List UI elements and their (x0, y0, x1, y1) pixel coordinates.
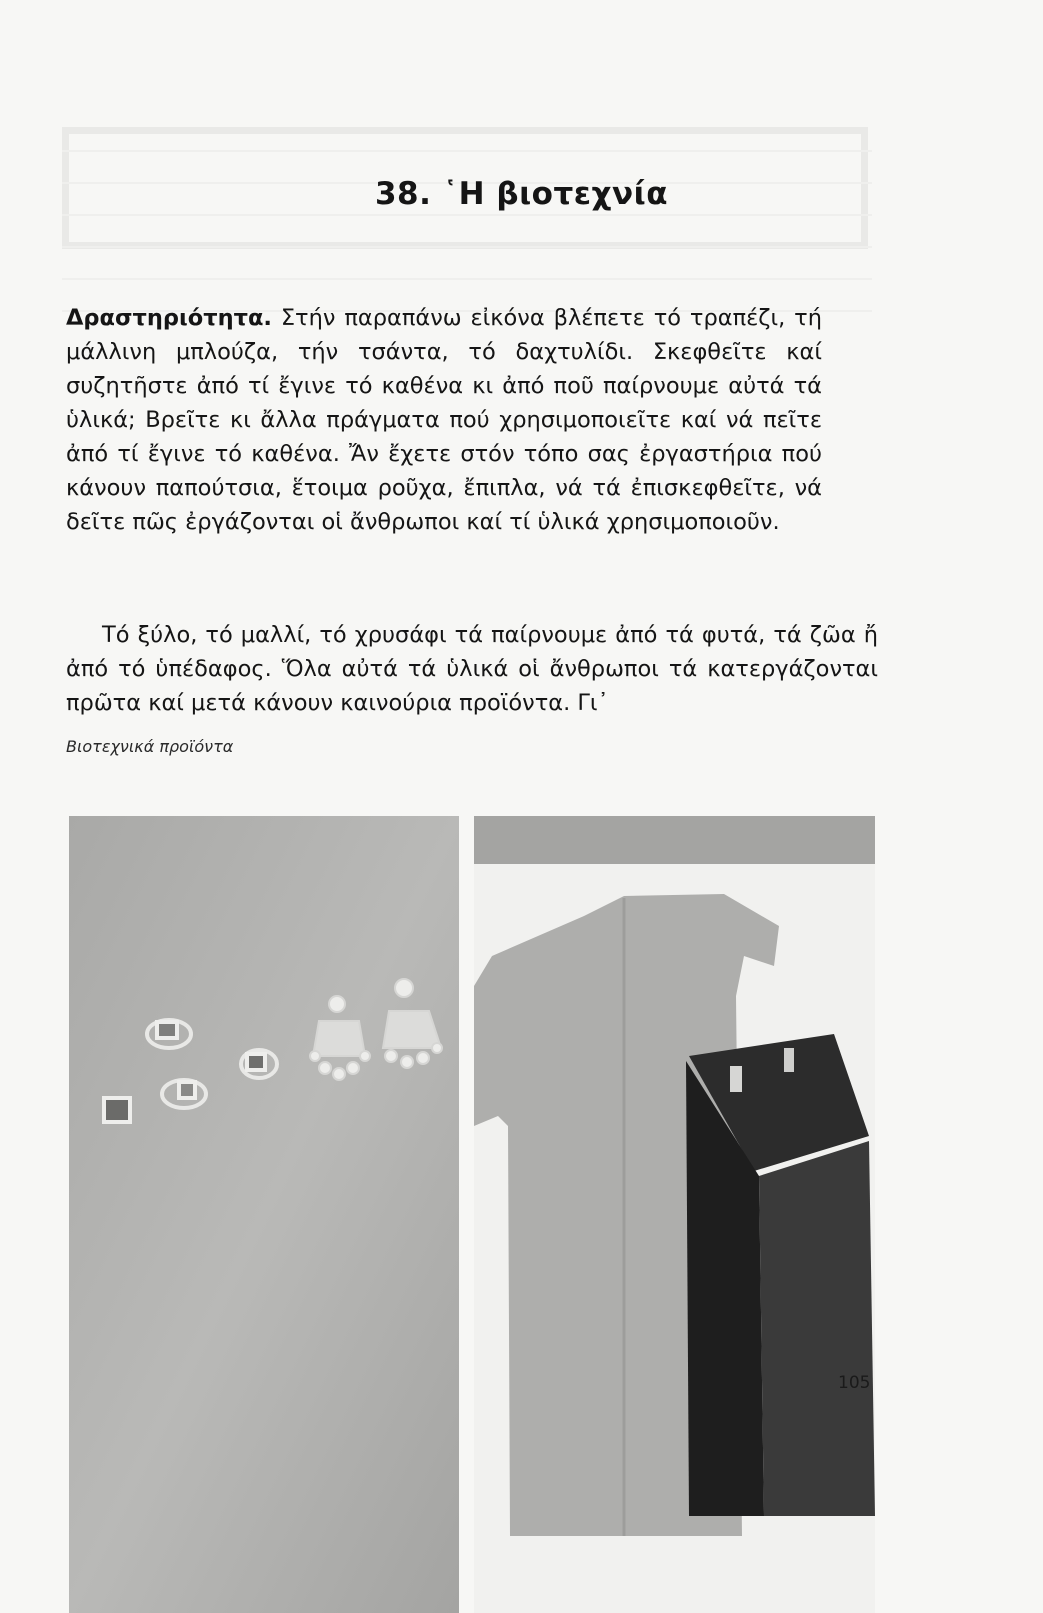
activity-paragraph (66, 301, 822, 539)
figure-caption: Βιοτεχνικά προϊόντα (66, 737, 234, 756)
ring-4 (104, 1098, 130, 1122)
bleed-through-lines (62, 120, 872, 312)
body-paragraph: Τό ξύλο, τό μαλλί, τό χρυσάφι τά παίρνουμε ἀπό τά φυτά, τά ζῶα ἤ ἀπό τό ὑπέδαφος. Ὅλα αὐτά τά ὑλικά οἱ ἄνθρωποι τά κατεργάζονται πρῶτα καί μετά κάνουν καινούρια προϊόντα. Γι᾽ (66, 622, 878, 716)
chapter-title: 38. ῾Η βιοτεχνία (374, 176, 669, 212)
leather-bag (686, 1034, 875, 1516)
page-number: 105 (838, 1373, 871, 1393)
jewelry-photo (69, 816, 459, 1613)
jewelry-illustration (69, 816, 459, 1613)
blouse-and-bag-photo (474, 816, 875, 1613)
blouse-and-bag-illustration (474, 816, 875, 1613)
activity-text: Στήν παραπάνω εἰκόνα βλέπετε τό τραπέζι, τή μάλλινη μπλούζα, τήν τσάντα, τό δαχτυλίδι. Σκεφθεῖτε καί συζητῆστε ἀπό τί ἔγινε τό καθένα κι ἀπό ποῦ παίρνουμε αὐτά τά ὑλικά; Βρεῖτε κι ἄλλα πράγματα πού χρησιμοποιεῖτε καί νά πεῖτε ἀπό τί ἔγινε τό καθένα. Ἄν ἔχετε στόν τόπο σας ἐργαστήρια πού κάνουν παπούτσια, ἕτοιμα ροῦχα, ἔπιπλα, νά τά ἐπισκεφθεῖτε, νά δεῖτε πῶς ἐργάζονται οἱ ἄνθρωποι καί τί ὑλικά χρησιμοποιοῦν. (66, 305, 822, 535)
activity-lead: Δραστηριότητα. (66, 305, 272, 331)
